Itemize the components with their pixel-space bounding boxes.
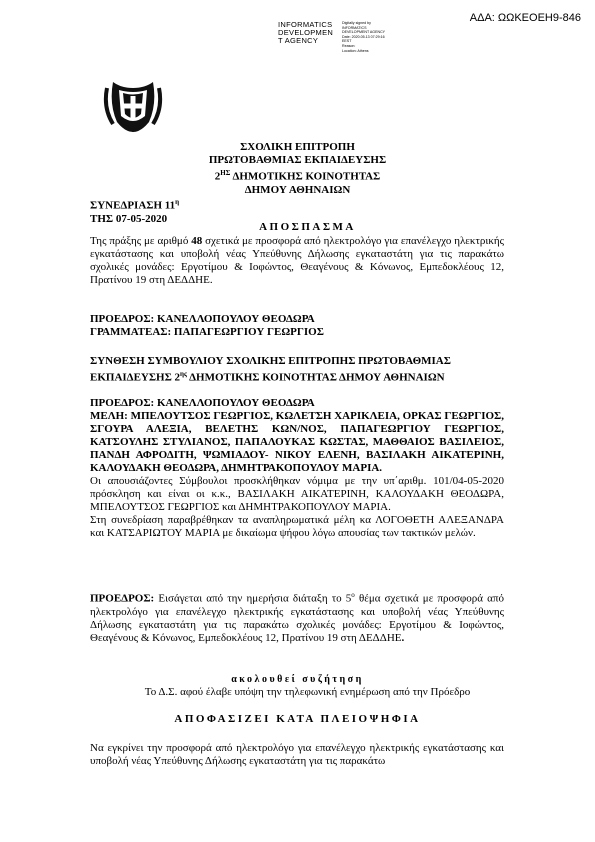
act-number: 48 [191,235,203,247]
session-sup: η [175,198,180,206]
agenda-label: ΠΡΟΕΔΡΟΣ: [90,592,155,605]
header-line-3-number: 2 [214,170,221,183]
stamp-fine-print [342,21,402,53]
substitute-members-text: Στη συνεδρίαση παραβρέθηκαν τα αναπληρωματικά μέλη κα ΛΟΓΟΘΕΤΗ ΑΛΕΞΑΝΔΡΑ και ΚΑΤΣΑΡΙΩΤΟΥ ΜΑΡΙΑ με δικαίωμα ψήφου λόγω απουσίας των τακτικών μελών. [90,514,504,539]
stamp-line-2: DEVELOPMEN [278,28,334,37]
officer-president: ΠΡΟΕΔΡΟΣ: ΚΑΝΕΛΛΟΠΟΥΛΟΥ ΘΕΟΔΩΡΑ [90,313,315,325]
stamp-fine-line: EEST [342,39,352,44]
composition-line-1: ΣΥΝΘΕΣΗ ΣΥΜΒΟΥΛΙΟΥ ΣΧΟΛΙΚΗΣ ΕΠΙΤΡΟΠΗΣ ΠΡΩΤΟΒΑΘΜΙΑΣ [90,355,451,367]
header-line-2: ΠΡΩΤΟΒΑΘΜΙΑΣ ΕΚΠΑΙΔΕΥΣΗΣ [208,154,387,166]
session-number [90,196,504,213]
intro-after: σχετικά με προσφορά από ηλεκτρολόγο για επανέλεγχο ηλεκτρικής εγκατάστασης και υποβολή νέας Υπεύθυνης Δήλωσης εγκαταστάτη για τις παρακάτω σχολικές μονάδες: Εργοτίμου & Ιοφώντος, Θεαγένους & Κόνωνος, Εμπεδοκλέους 12, Πρατίνου 19 στη ΔΕΔΔΗΕ. [90,235,504,286]
officer-secretary: ΓΡΑΜΜΑΤΕΑΣ: ΠΑΠΑΓΕΩΡΓΙΟΥ ΓΕΩΡΓΙΟΣ [90,326,324,338]
members-section [90,397,504,540]
officers [90,313,504,339]
stamp-fine-line: INFORMATICS [342,25,367,30]
header-line-3-sup: ΗΣ [220,169,231,177]
stamp-fine-line: Reason: [342,43,356,48]
greek-coat-of-arms-icon [103,74,163,134]
agenda-text-after: θέμα σχετικά με προσφορά από ηλεκτρολόγο για επανέλεγχο ηλεκτρικής εγκατάστασης και υποβολή νέας Υπεύθυνης Δήλωσης εγκαταστάτη για τις παρακάτω σχολικές μονάδες: Εργοτίμου & Ιοφώντος, Θεαγένους & Κόνωνος, Εμπεδοκλέους 12, Πρατίνου 19 στη ΔΕΔΔΗΕ [90,592,504,644]
decision-heading: ΑΠΟΦΑΣΙΖΕΙ ΚΑΤΑ ΠΛΕΙΟΨΗΦΙΑ [174,713,421,725]
header-line-3 [0,167,595,184]
agenda-paragraph [90,589,504,645]
decision-text: Να εγκρίνει την προσφορά από ηλεκτρολόγο για επανέλεγχο ηλεκτρικής εγκατάστασης και υποβολή νέας Υπεύθυνης Δήλωσης εγκαταστάτη για τις παρακάτω [90,742,504,767]
ada-code: ΑΔΑ: ΩΩΚΕΟΕΗ9-846 [469,12,581,24]
document-title: ΑΠΟΣΠΑΣΜΑ [259,221,356,233]
stamp-line-1: INFORMATICS [278,20,333,29]
header-line-4: ΔΗΜΟΥ ΑΘΗΝΑΙΩΝ [244,183,351,196]
stamp-fine-line: Location: Athens [342,48,369,53]
stamp-line-3: T AGENCY [278,36,319,45]
composition-line-2 [90,368,504,385]
agenda-end: . [401,631,405,644]
composition-line-2-after: ΔΗΜΟΤΙΚΗΣ ΚΟΙΝΟΤΗΤΑΣ ΔΗΜΟΥ ΑΘΗΝΑΙΩΝ [186,371,445,384]
discussion-text: Το Δ.Σ. αφού έλαβε υπόψη την τηλεφωνική ενημέρωση από την Πρόεδρο [144,686,471,698]
composition-line-2-before: ΕΚΠΑΙΔΕΥΣΗΣ 2 [90,371,181,384]
stamp-fine-line: Date: 2020.05.13 07:29:16 [342,34,385,39]
header-line-1: ΣΧΟΛΙΚΗ ΕΠΙΤΡΟΠΗ [240,141,355,153]
stamp-fine-line: DEVELOPMENT AGENCY [342,30,386,35]
header-line-3-rest: ΔΗΜΟΤΙΚΗΣ ΚΟΙΝΟΤΗΤΑΣ [230,170,381,183]
composition-heading [90,355,504,385]
agenda-sup: ο [351,591,355,599]
stamp-fine-line: Digitally signed by [342,21,371,25]
session-label: ΣΥΝΕΔΡΙΑΣΗ 11 [90,199,176,212]
members-list: ΜΕΛΗ: ΜΠΕΛΟΥΤΣΟΣ ΓΕΩΡΓΙΟΣ, ΚΩΛΕΤΣΗ ΧΑΡΙΚΛΕΙΑ, ΟΡΚΑΣ ΓΕΩΡΓΙΟΣ, ΣΓΟΥΡΑ ΑΛΕΞΙΑ, ΒΕΛΕΤΗΣ ΚΩΝ/ΝΟΣ, ΠΑΠΑΓΕΩΡΓΙΟΥ ΓΕΩΡΓΙΟΣ, ΚΑΤΣΟΥΛΗΣ ΣΤΥΛΙΑΝΟΣ, ΠΑΠΑΛΟΥΚΑΣ ΚΩΣΤΑΣ, ΜΑΘΘΑΙΟΣ ΒΑΣΙΛΕΙΟΣ, ΠΑΝΔΗ ΑΦΡΟΔΙΤΗ, ΨΩΜΙΑΔΟΥ- ΝΙΚΟΥ ΕΛΕΝΗ, ΒΑΣΙΛΑΚΗ ΑΙΚΑΤΕΡΙΝΗ, ΚΑΛΟΥΔΑΚΗ ΘΕΟΔΩΡΑ, ΔΗΜΗΤΡΑΚΟΠΟΥΛΟΥ ΜΑΡΙΑ. [90,410,504,474]
intro-before: Της πράξης με αριθμό [90,235,192,247]
agenda-text-before: Εισάγεται από την ημερήσια διάταξη το 5 [154,592,352,605]
members-president: ΠΡΟΕΔΡΟΣ: ΚΑΝΕΛΛΟΠΟΥΛΟΥ ΘΕΟΔΩΡΑ [90,397,315,409]
absent-members-text: Οι απουσιάζοντες Σύμβουλοι προσκλήθηκαν νόμιμα με την υπ΄αριθμ. 101/04-05-2020 πρόσκληση και είναι οι κ.κ., ΒΑΣΙΛΑΚΗ ΑΙΚΑΤΕΡΙΝΗ, ΚΑΛΟΥΔΑΚΗ ΘΕΟΔΩΡΑ, ΜΠΕΛΟΥΤΣΟΣ ΓΕΩΡΓΙΟΣ και ΔΗΜΗΤΡΑΚΟΠΟΥΛΟΥ ΜΑΡΙΑ. [90,475,504,513]
committee-header [0,141,595,197]
digital-signature-stamp [278,20,386,53]
discussion-heading: ακολουθεί συζήτηση [231,674,364,685]
composition-line-2-sup: ης [180,370,187,378]
session-date: ΤΗΣ 07-05-2020 [90,212,168,225]
intro-paragraph [90,235,504,287]
